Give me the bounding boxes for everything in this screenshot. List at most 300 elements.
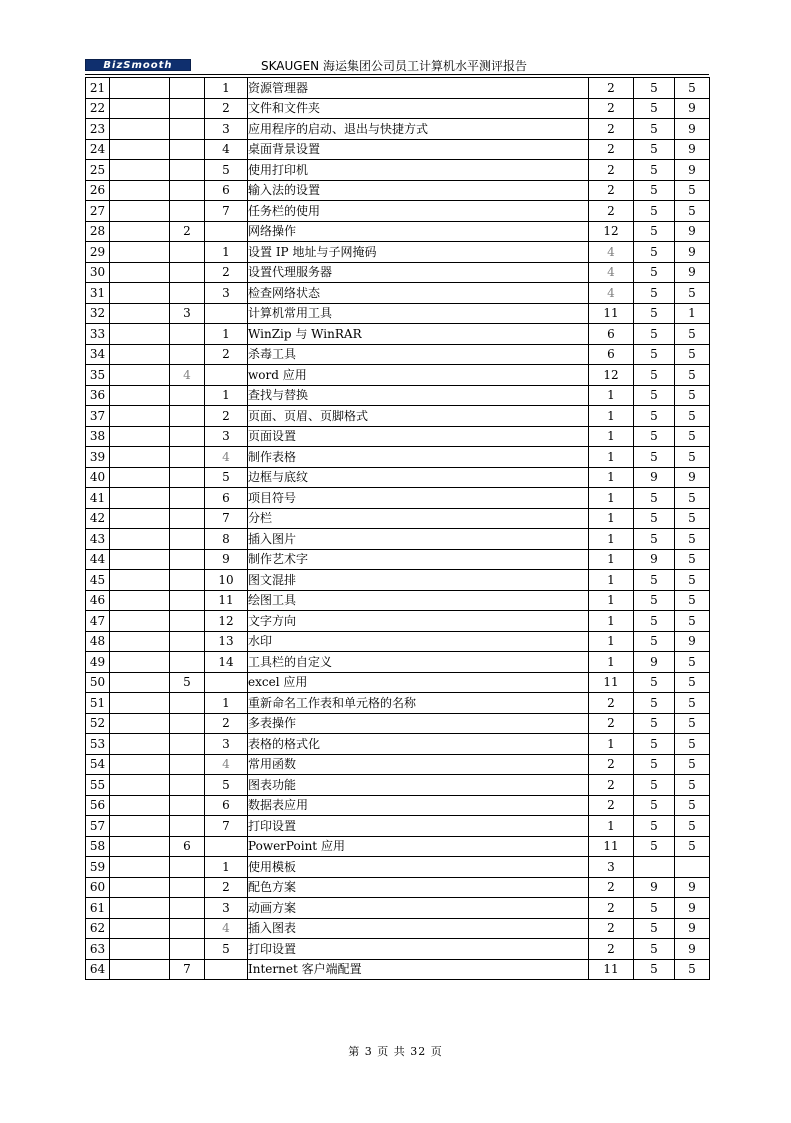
score-b-cell: 5	[634, 959, 675, 980]
score-c-cell: 9	[675, 918, 710, 939]
score-b-cell: 5	[634, 611, 675, 632]
table-row	[86, 180, 710, 201]
item-name-cell: 检查网络状态	[248, 283, 589, 304]
level-1-cell	[110, 590, 170, 611]
level-2-cell: 6	[170, 836, 205, 857]
level-2-cell	[170, 98, 205, 119]
level-2-cell	[170, 119, 205, 140]
level-2-cell: 4	[170, 365, 205, 386]
row-number-cell: 59	[86, 857, 110, 878]
score-b-cell: 5	[634, 488, 675, 509]
score-b-cell: 5	[634, 426, 675, 447]
level-2-cell	[170, 590, 205, 611]
score-c-cell: 5	[675, 488, 710, 509]
row-number-cell: 64	[86, 959, 110, 980]
level-3-cell: 3	[205, 734, 248, 755]
level-1-cell	[110, 508, 170, 529]
score-c-cell: 5	[675, 365, 710, 386]
level-2-cell	[170, 242, 205, 263]
score-a-cell: 2	[589, 775, 634, 796]
score-a-cell: 2	[589, 180, 634, 201]
level-1-cell	[110, 631, 170, 652]
table-row	[86, 570, 710, 591]
score-c-cell: 5	[675, 283, 710, 304]
level-3-cell: 3	[205, 283, 248, 304]
table-row	[86, 939, 710, 960]
row-number-cell: 52	[86, 713, 110, 734]
level-2-cell	[170, 180, 205, 201]
level-1-cell	[110, 488, 170, 509]
score-b-cell: 9	[634, 652, 675, 673]
score-b-cell: 5	[634, 160, 675, 181]
score-b-cell: 5	[634, 898, 675, 919]
level-1-cell	[110, 652, 170, 673]
score-a-cell: 2	[589, 693, 634, 714]
level-2-cell	[170, 816, 205, 837]
table-row	[86, 467, 710, 488]
score-c-cell: 9	[675, 119, 710, 140]
score-a-cell: 2	[589, 160, 634, 181]
score-c-cell: 9	[675, 262, 710, 283]
row-number-cell: 43	[86, 529, 110, 550]
score-b-cell: 5	[634, 242, 675, 263]
table-row	[86, 406, 710, 427]
item-name-cell: WinZip 与 WinRAR	[248, 324, 589, 345]
score-a-cell: 4	[589, 242, 634, 263]
score-a-cell: 11	[589, 303, 634, 324]
level-2-cell	[170, 467, 205, 488]
level-3-cell: 7	[205, 508, 248, 529]
level-2-cell	[170, 939, 205, 960]
row-number-cell: 54	[86, 754, 110, 775]
item-name-cell: 桌面背景设置	[248, 139, 589, 160]
score-a-cell: 1	[589, 488, 634, 509]
table-row	[86, 283, 710, 304]
score-b-cell: 5	[634, 918, 675, 939]
table-row	[86, 898, 710, 919]
table-row	[86, 549, 710, 570]
level-3-cell: 1	[205, 385, 248, 406]
score-b-cell: 5	[634, 98, 675, 119]
table-row	[86, 385, 710, 406]
score-b-cell: 5	[634, 754, 675, 775]
score-b-cell: 5	[634, 713, 675, 734]
score-b-cell: 5	[634, 283, 675, 304]
score-a-cell: 3	[589, 857, 634, 878]
table-row	[86, 324, 710, 345]
level-1-cell	[110, 713, 170, 734]
level-1-cell	[110, 672, 170, 693]
item-name-cell: 图文混排	[248, 570, 589, 591]
item-name-cell: PowerPoint 应用	[248, 836, 589, 857]
level-2-cell	[170, 283, 205, 304]
level-1-cell	[110, 139, 170, 160]
score-a-cell: 1	[589, 549, 634, 570]
score-c-cell: 5	[675, 713, 710, 734]
score-a-cell: 11	[589, 672, 634, 693]
level-3-cell	[205, 959, 248, 980]
score-b-cell: 5	[634, 344, 675, 365]
score-c-cell	[675, 857, 710, 878]
score-a-cell: 11	[589, 959, 634, 980]
level-1-cell	[110, 918, 170, 939]
level-2-cell	[170, 775, 205, 796]
level-3-cell: 1	[205, 242, 248, 263]
score-a-cell: 1	[589, 816, 634, 837]
header-divider	[85, 74, 709, 75]
level-3-cell: 2	[205, 713, 248, 734]
score-a-cell: 2	[589, 877, 634, 898]
item-name-cell: 打印设置	[248, 939, 589, 960]
level-1-cell	[110, 959, 170, 980]
row-number-cell: 48	[86, 631, 110, 652]
score-b-cell: 5	[634, 303, 675, 324]
score-c-cell: 9	[675, 877, 710, 898]
score-a-cell: 2	[589, 918, 634, 939]
row-number-cell: 44	[86, 549, 110, 570]
score-b-cell: 5	[634, 201, 675, 222]
page-header	[85, 58, 709, 76]
row-number-cell: 21	[86, 78, 110, 99]
row-number-cell: 29	[86, 242, 110, 263]
score-b-cell: 5	[634, 939, 675, 960]
score-c-cell: 5	[675, 324, 710, 345]
table-row	[86, 303, 710, 324]
level-3-cell	[205, 365, 248, 386]
level-1-cell	[110, 324, 170, 345]
row-number-cell: 51	[86, 693, 110, 714]
item-name-cell: 水印	[248, 631, 589, 652]
item-name-cell: 数据表应用	[248, 795, 589, 816]
score-b-cell: 5	[634, 385, 675, 406]
row-number-cell: 34	[86, 344, 110, 365]
level-1-cell	[110, 221, 170, 242]
table-row	[86, 447, 710, 468]
score-c-cell: 9	[675, 98, 710, 119]
level-1-cell	[110, 262, 170, 283]
level-2-cell	[170, 324, 205, 345]
row-number-cell: 57	[86, 816, 110, 837]
level-3-cell: 8	[205, 529, 248, 550]
row-number-cell: 63	[86, 939, 110, 960]
level-3-cell: 4	[205, 447, 248, 468]
score-a-cell: 2	[589, 754, 634, 775]
item-name-cell: 页面设置	[248, 426, 589, 447]
table-row	[86, 242, 710, 263]
score-a-cell: 6	[589, 344, 634, 365]
level-3-cell: 3	[205, 898, 248, 919]
level-2-cell: 7	[170, 959, 205, 980]
item-name-cell: 设置代理服务器	[248, 262, 589, 283]
level-1-cell	[110, 78, 170, 99]
row-number-cell: 31	[86, 283, 110, 304]
row-number-cell: 25	[86, 160, 110, 181]
level-3-cell: 4	[205, 918, 248, 939]
row-number-cell: 38	[86, 426, 110, 447]
table-row	[86, 795, 710, 816]
score-b-cell: 9	[634, 549, 675, 570]
table-row	[86, 652, 710, 673]
score-b-cell: 5	[634, 570, 675, 591]
item-name-cell: Internet 客户端配置	[248, 959, 589, 980]
score-c-cell: 9	[675, 939, 710, 960]
score-a-cell: 1	[589, 447, 634, 468]
level-1-cell	[110, 529, 170, 550]
score-c-cell: 9	[675, 242, 710, 263]
score-b-cell: 5	[634, 221, 675, 242]
level-3-cell: 2	[205, 262, 248, 283]
level-1-cell	[110, 447, 170, 468]
item-name-cell: 应用程序的启动、退出与快捷方式	[248, 119, 589, 140]
score-c-cell: 5	[675, 795, 710, 816]
score-a-cell: 1	[589, 631, 634, 652]
level-1-cell	[110, 775, 170, 796]
score-a-cell: 6	[589, 324, 634, 345]
score-b-cell: 5	[634, 406, 675, 427]
table-row	[86, 344, 710, 365]
row-number-cell: 61	[86, 898, 110, 919]
score-a-cell: 2	[589, 78, 634, 99]
level-2-cell: 3	[170, 303, 205, 324]
level-2-cell	[170, 754, 205, 775]
item-name-cell: 网络操作	[248, 221, 589, 242]
score-a-cell: 2	[589, 139, 634, 160]
score-b-cell: 5	[634, 529, 675, 550]
level-2-cell	[170, 488, 205, 509]
level-1-cell	[110, 836, 170, 857]
level-2-cell	[170, 631, 205, 652]
item-name-cell: 动画方案	[248, 898, 589, 919]
level-3-cell: 7	[205, 816, 248, 837]
level-3-cell: 11	[205, 590, 248, 611]
level-1-cell	[110, 303, 170, 324]
score-b-cell: 5	[634, 672, 675, 693]
row-number-cell: 55	[86, 775, 110, 796]
level-2-cell	[170, 570, 205, 591]
table-row	[86, 262, 710, 283]
level-3-cell: 1	[205, 857, 248, 878]
row-number-cell: 27	[86, 201, 110, 222]
level-3-cell: 1	[205, 78, 248, 99]
level-2-cell	[170, 447, 205, 468]
level-1-cell	[110, 693, 170, 714]
item-name-cell: 插入图表	[248, 918, 589, 939]
item-name-cell: 制作表格	[248, 447, 589, 468]
row-number-cell: 41	[86, 488, 110, 509]
item-name-cell: excel 应用	[248, 672, 589, 693]
row-number-cell: 58	[86, 836, 110, 857]
level-3-cell: 3	[205, 119, 248, 140]
score-a-cell: 11	[589, 836, 634, 857]
score-c-cell: 5	[675, 529, 710, 550]
score-a-cell: 1	[589, 652, 634, 673]
level-3-cell: 9	[205, 549, 248, 570]
level-1-cell	[110, 365, 170, 386]
table-row	[86, 631, 710, 652]
score-a-cell: 2	[589, 201, 634, 222]
row-number-cell: 33	[86, 324, 110, 345]
score-c-cell: 5	[675, 426, 710, 447]
score-c-cell: 9	[675, 139, 710, 160]
row-number-cell: 53	[86, 734, 110, 755]
table-row	[86, 119, 710, 140]
level-3-cell: 10	[205, 570, 248, 591]
level-3-cell: 12	[205, 611, 248, 632]
level-3-cell: 2	[205, 98, 248, 119]
score-b-cell: 5	[634, 816, 675, 837]
level-1-cell	[110, 734, 170, 755]
item-name-cell: 输入法的设置	[248, 180, 589, 201]
item-name-cell: 查找与替换	[248, 385, 589, 406]
score-c-cell: 5	[675, 611, 710, 632]
score-b-cell: 5	[634, 508, 675, 529]
assessment-table	[85, 77, 710, 980]
level-3-cell	[205, 303, 248, 324]
row-number-cell: 45	[86, 570, 110, 591]
score-b-cell: 5	[634, 447, 675, 468]
table-row	[86, 857, 710, 878]
score-b-cell: 5	[634, 836, 675, 857]
score-b-cell: 5	[634, 180, 675, 201]
score-a-cell: 2	[589, 795, 634, 816]
level-1-cell	[110, 898, 170, 919]
score-b-cell: 5	[634, 139, 675, 160]
score-c-cell: 5	[675, 754, 710, 775]
level-1-cell	[110, 385, 170, 406]
score-c-cell: 5	[675, 590, 710, 611]
item-name-cell: 分栏	[248, 508, 589, 529]
score-b-cell: 5	[634, 119, 675, 140]
table-row	[86, 672, 710, 693]
item-name-cell: 文字方向	[248, 611, 589, 632]
level-2-cell	[170, 918, 205, 939]
item-name-cell: 项目符号	[248, 488, 589, 509]
level-3-cell: 5	[205, 160, 248, 181]
level-3-cell: 1	[205, 324, 248, 345]
level-3-cell: 14	[205, 652, 248, 673]
score-c-cell: 5	[675, 734, 710, 755]
level-2-cell	[170, 344, 205, 365]
table-row	[86, 713, 710, 734]
page-footer: 第 3 页 共 32 页	[348, 1045, 443, 1058]
table-row	[86, 98, 710, 119]
level-3-cell: 1	[205, 693, 248, 714]
level-3-cell: 5	[205, 467, 248, 488]
score-c-cell: 5	[675, 775, 710, 796]
level-1-cell	[110, 201, 170, 222]
level-3-cell: 2	[205, 344, 248, 365]
score-c-cell: 9	[675, 898, 710, 919]
level-1-cell	[110, 344, 170, 365]
score-b-cell: 5	[634, 365, 675, 386]
table-row	[86, 775, 710, 796]
score-a-cell: 12	[589, 221, 634, 242]
level-3-cell: 5	[205, 775, 248, 796]
item-name-cell: word 应用	[248, 365, 589, 386]
level-1-cell	[110, 877, 170, 898]
score-c-cell: 9	[675, 467, 710, 488]
level-2-cell	[170, 549, 205, 570]
score-a-cell: 1	[589, 734, 634, 755]
item-name-cell: 使用打印机	[248, 160, 589, 181]
score-a-cell: 1	[589, 529, 634, 550]
page-title: SKAUGEN 海运集团公司员工计算机水平测评报告	[261, 59, 527, 73]
table-row	[86, 734, 710, 755]
table-body	[86, 78, 710, 980]
score-c-cell: 5	[675, 816, 710, 837]
score-a-cell: 2	[589, 119, 634, 140]
item-name-cell: 计算机常用工具	[248, 303, 589, 324]
score-a-cell: 2	[589, 713, 634, 734]
level-2-cell	[170, 262, 205, 283]
level-2-cell: 5	[170, 672, 205, 693]
score-b-cell: 5	[634, 775, 675, 796]
table-row	[86, 201, 710, 222]
level-1-cell	[110, 242, 170, 263]
item-name-cell: 工具栏的自定义	[248, 652, 589, 673]
score-c-cell: 5	[675, 652, 710, 673]
score-b-cell: 5	[634, 795, 675, 816]
level-2-cell	[170, 201, 205, 222]
row-number-cell: 26	[86, 180, 110, 201]
score-c-cell: 5	[675, 508, 710, 529]
row-number-cell: 46	[86, 590, 110, 611]
score-c-cell: 5	[675, 672, 710, 693]
level-2-cell	[170, 406, 205, 427]
score-a-cell: 4	[589, 283, 634, 304]
level-2-cell	[170, 611, 205, 632]
score-b-cell	[634, 857, 675, 878]
level-1-cell	[110, 611, 170, 632]
table-row	[86, 508, 710, 529]
level-3-cell: 2	[205, 406, 248, 427]
score-b-cell: 5	[634, 262, 675, 283]
level-1-cell	[110, 406, 170, 427]
level-3-cell: 6	[205, 180, 248, 201]
item-name-cell: 常用函数	[248, 754, 589, 775]
score-c-cell: 1	[675, 303, 710, 324]
score-a-cell: 1	[589, 590, 634, 611]
table-row	[86, 488, 710, 509]
level-2-cell	[170, 713, 205, 734]
table-row	[86, 78, 710, 99]
score-b-cell: 5	[634, 693, 675, 714]
item-name-cell: 设置 IP 地址与子网掩码	[248, 242, 589, 263]
item-name-cell: 文件和文件夹	[248, 98, 589, 119]
level-1-cell	[110, 119, 170, 140]
row-number-cell: 37	[86, 406, 110, 427]
score-c-cell: 5	[675, 385, 710, 406]
level-2-cell	[170, 508, 205, 529]
level-3-cell	[205, 836, 248, 857]
level-2-cell	[170, 877, 205, 898]
row-number-cell: 50	[86, 672, 110, 693]
level-2-cell	[170, 857, 205, 878]
score-c-cell: 5	[675, 180, 710, 201]
score-b-cell: 5	[634, 324, 675, 345]
table-row	[86, 139, 710, 160]
table-row	[86, 816, 710, 837]
row-number-cell: 22	[86, 98, 110, 119]
item-name-cell: 重新命名工作表和单元格的名称	[248, 693, 589, 714]
level-1-cell	[110, 426, 170, 447]
table-row	[86, 529, 710, 550]
table-row	[86, 754, 710, 775]
score-c-cell: 5	[675, 447, 710, 468]
row-number-cell: 24	[86, 139, 110, 160]
row-number-cell: 32	[86, 303, 110, 324]
level-2-cell	[170, 734, 205, 755]
